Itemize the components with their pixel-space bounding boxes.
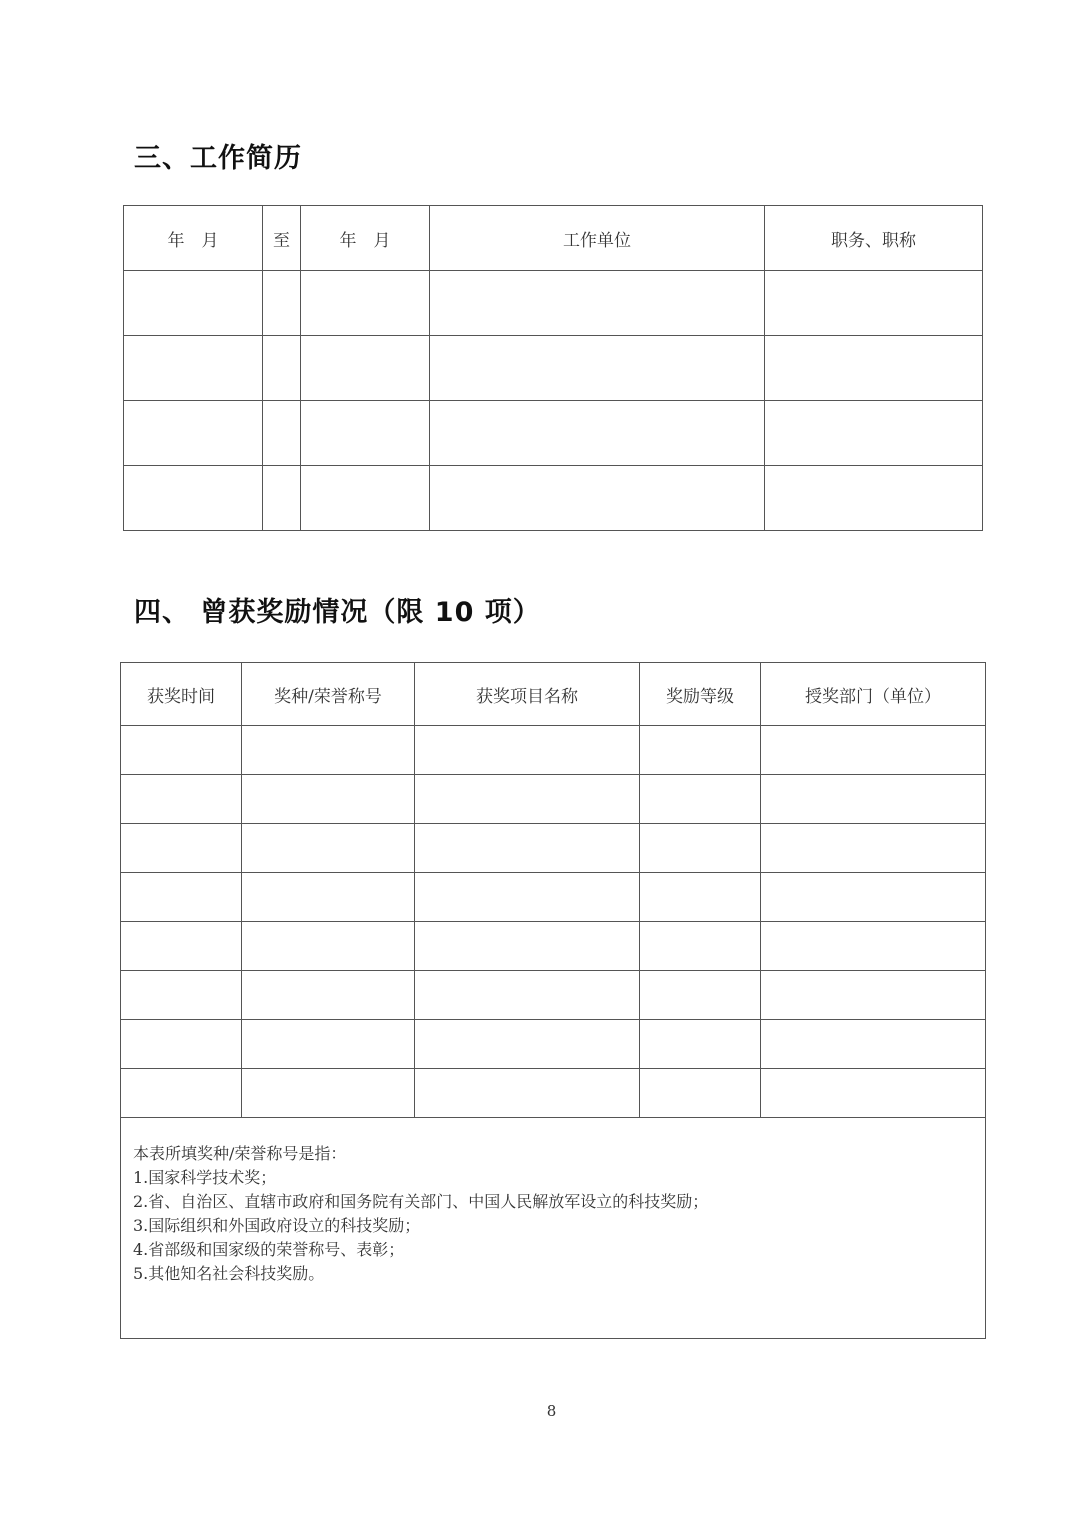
table-cell[interactable] <box>415 873 640 922</box>
table-cell[interactable] <box>301 271 430 336</box>
table-row <box>124 401 983 466</box>
table-cell[interactable] <box>640 922 761 971</box>
table-cell[interactable] <box>761 726 986 775</box>
header-start-year-month: 年 月 <box>124 206 263 271</box>
table-cell[interactable] <box>761 1069 986 1118</box>
header-award-level: 奖励等级 <box>640 663 761 726</box>
table-cell[interactable] <box>765 271 983 336</box>
table-row <box>124 466 983 531</box>
table-cell[interactable] <box>263 271 301 336</box>
table-row <box>121 1020 986 1069</box>
table-cell[interactable] <box>242 922 415 971</box>
table-cell[interactable] <box>415 726 640 775</box>
table-row <box>121 1069 986 1118</box>
table-cell[interactable] <box>415 922 640 971</box>
note-line: 2.省、自治区、直辖市政府和国务院有关部门、中国人民解放军设立的科技奖励； <box>133 1192 709 1211</box>
table-cell[interactable] <box>121 775 242 824</box>
header-end-year-month: 年 月 <box>301 206 430 271</box>
table-row <box>121 922 986 971</box>
table-cell[interactable] <box>121 1069 242 1118</box>
table-cell[interactable] <box>765 466 983 531</box>
table-cell[interactable] <box>430 336 765 401</box>
table-cell[interactable] <box>640 1020 761 1069</box>
table-cell[interactable] <box>640 873 761 922</box>
table-cell[interactable] <box>761 1020 986 1069</box>
table-cell[interactable] <box>121 922 242 971</box>
table-cell[interactable] <box>415 1020 640 1069</box>
table-cell[interactable] <box>640 971 761 1020</box>
table-cell[interactable] <box>761 824 986 873</box>
table-cell[interactable] <box>121 873 242 922</box>
table-cell[interactable] <box>640 1069 761 1118</box>
table-cell[interactable] <box>761 971 986 1020</box>
table-cell[interactable] <box>301 466 430 531</box>
table-cell[interactable] <box>765 401 983 466</box>
header-work-unit: 工作单位 <box>430 206 765 271</box>
table-cell[interactable] <box>640 775 761 824</box>
table-cell[interactable] <box>121 971 242 1020</box>
note-line: 本表所填奖种/荣誉称号是指： <box>133 1144 347 1163</box>
section-title-awards: 四、 曾获奖励情况（限 10 项） <box>134 597 541 628</box>
table-cell[interactable] <box>415 1069 640 1118</box>
table-cell[interactable] <box>124 336 263 401</box>
table-cell[interactable] <box>121 824 242 873</box>
table-cell[interactable] <box>430 401 765 466</box>
notes-cell <box>121 1118 986 1339</box>
table-cell[interactable] <box>242 1069 415 1118</box>
table-row <box>121 726 986 775</box>
table-cell[interactable] <box>765 336 983 401</box>
table-cell[interactable] <box>415 775 640 824</box>
note-line: 3.国际组织和外国政府设立的科技奖励； <box>133 1216 421 1235</box>
table-row <box>124 336 983 401</box>
table-cell[interactable] <box>242 971 415 1020</box>
table-cell[interactable] <box>761 873 986 922</box>
table-cell[interactable] <box>121 1020 242 1069</box>
header-project-name: 获奖项目名称 <box>415 663 640 726</box>
page-number: 8 <box>546 1402 557 1420</box>
table-cell[interactable] <box>242 775 415 824</box>
table-row <box>124 271 983 336</box>
table-cell[interactable] <box>415 824 640 873</box>
header-to: 至 <box>263 206 301 271</box>
table-cell[interactable] <box>761 775 986 824</box>
table-cell[interactable] <box>124 401 263 466</box>
table-cell[interactable] <box>640 726 761 775</box>
header-position-title: 职务、职称 <box>765 206 983 271</box>
work-history-table <box>123 205 983 531</box>
table-row <box>121 971 986 1020</box>
table-cell[interactable] <box>430 271 765 336</box>
table-cell[interactable] <box>124 271 263 336</box>
table-header-row <box>121 663 986 726</box>
table-row <box>121 824 986 873</box>
note-line: 5.其他知名社会科技奖励。 <box>133 1264 325 1283</box>
note-line: 4.省部级和国家级的荣誉称号、表彰； <box>133 1240 405 1259</box>
table-cell[interactable] <box>263 466 301 531</box>
table-cell[interactable] <box>640 824 761 873</box>
header-award-time: 获奖时间 <box>121 663 242 726</box>
table-row <box>121 775 986 824</box>
table-cell[interactable] <box>761 922 986 971</box>
section-title-work-history: 三、工作简历 <box>134 143 302 174</box>
table-cell[interactable] <box>301 336 430 401</box>
table-cell[interactable] <box>430 466 765 531</box>
table-cell[interactable] <box>263 401 301 466</box>
awards-table <box>120 662 986 1339</box>
header-awarding-dept: 授奖部门（单位） <box>761 663 986 726</box>
table-cell[interactable] <box>301 401 430 466</box>
table-cell[interactable] <box>263 336 301 401</box>
table-cell[interactable] <box>242 726 415 775</box>
table-row <box>121 873 986 922</box>
table-cell[interactable] <box>242 1020 415 1069</box>
notes-row <box>121 1118 986 1339</box>
table-cell[interactable] <box>121 726 242 775</box>
table-cell[interactable] <box>242 873 415 922</box>
header-award-type: 奖种/荣誉称号 <box>242 663 415 726</box>
table-cell[interactable] <box>242 824 415 873</box>
table-header-row <box>124 206 983 271</box>
table-cell[interactable] <box>124 466 263 531</box>
table-cell[interactable] <box>415 971 640 1020</box>
note-line: 1.国家科学技术奖； <box>133 1168 277 1187</box>
